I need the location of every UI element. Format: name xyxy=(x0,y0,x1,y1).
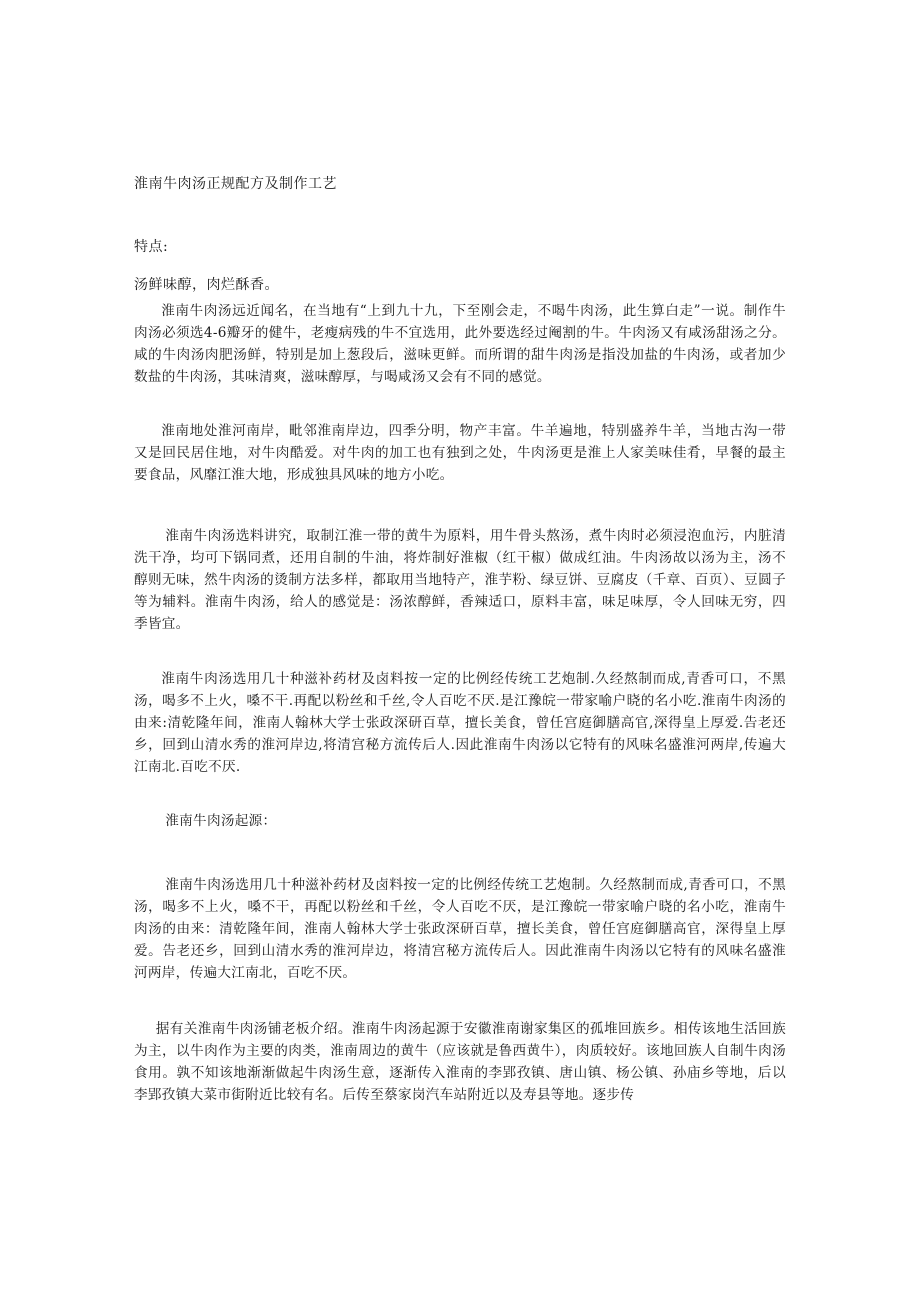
paragraph-ingredients: 淮南牛肉汤选料讲究，取制江淮一带的黄牛为原料，用牛骨头熬汤，煮牛肉时必须浸泡血污，内脏清洗干净，均可下锅同煮，还用自制的牛油，将炸制好淮椒（红干椒）做成红油。牛肉汤故以汤为主，汤不醇则无味，然牛肉汤的烫制方法多样，都取用当地特产，淮芋粉、绿豆饼、豆腐皮（千章、百页）、豆圆子等为辅料。淮南牛肉汤，给人的感觉是：汤浓醇鲜，香辣适口，原料丰富，味足味厚，令人回味无穷，四季皆宜。 xyxy=(134,528,786,632)
paragraph-origin-story: 据有关淮南牛肉汤铺老板介绍。淮南牛肉汤起源于安徽淮南谢家集区的孤堆回族乡。相传该地生活回族为主，以牛肉作为主要的肉类，淮南周边的黄牛（应该就是鲁西黄牛），肉质较好。该地回族人自制牛肉汤食用。孰不知该地渐渐做起牛肉汤生意，逐渐传入淮南的李郢孜镇、唐山镇、杨公镇、孙庙乡等地，后以李郢孜镇大菜市街附近比较有名。后传至蔡家岗汽车站附近以及寿县等地。逐步传 xyxy=(134,1021,786,1103)
section-heading-origin: 淮南牛肉汤起源： xyxy=(165,813,277,829)
paragraph-intro: 淮南牛肉汤远近闻名，在当地有“上到九十九，下至刚会走，不喝牛肉汤，此生算白走”一说。制作牛肉汤必须选4-6瓣牙的健牛，老瘦病残的牛不宜选用，此外要选经过阉割的牛。牛肉汤又有咸汤甜汤之分。咸的牛肉汤肉肥汤鲜，特别是加上葱段后，滋味更鲜。而所谓的甜牛肉汤是指没加盐的牛肉汤，或者加少数盐的牛肉汤，其味清爽，滋味醇厚，与喝咸汤又会有不同的感觉。 xyxy=(134,303,786,385)
features-tagline: 汤鲜味醇，肉烂酥香。 xyxy=(134,277,279,293)
paragraph-history: 淮南牛肉汤选用几十种滋补药材及卤料按一定的比例经传统工艺炮制.久经熬制而成,青香可口，不黑汤，喝多不上火，嗓不干.再配以粉丝和千丝,令人百吃不厌.是江豫皖一带家喻户晓的名小吃.淮南牛肉汤的由来:清乾隆年间，淮南人翰林大学士张政深研百草，擅长美食，曾任宫庭御膳高官,深得皇上厚爱.告老还乡，回到山清水秀的淮河岸边,将清宫秘方流传后人.因此淮南牛肉汤以它特有的风味名盛淮河两岸,传遍大江南北.百吃不厌. xyxy=(134,671,786,775)
paragraph-origin-detail: 淮南牛肉汤选用几十种滋补药材及卤料按一定的比例经传统工艺炮制。久经熬制而成,青香可口，不黑汤，喝多不上火，嗓不干，再配以粉丝和千丝，令人百吃不厌，是江豫皖一带家喻户晓的名小吃，淮南牛肉汤的由来：清乾隆年间，淮南人翰林大学士张政深研百草，擅长美食，曾任宫庭御膳高官，深得皇上厚爱。告老还乡，回到山清水秀的淮河岸边，将清宫秘方流传后人。因此淮南牛肉汤以它特有的风味名盛淮河两岸，传遍大江南北，百吃不厌。 xyxy=(134,877,786,981)
document-title: 淮南牛肉汤正规配方及制作工艺 xyxy=(134,176,337,192)
paragraph-region: 淮南地处淮河南岸，毗邻淮南岸边，四季分明，物产丰富。牛羊遍地，特别盛养牛羊，当地古沟一带又是回民居住地，对牛肉酷爱。对牛肉的加工也有独到之处，牛肉汤更是淮上人家美味佳肴，早餐的最主要食品，风靡江淮大地，形成独具风味的地方小吃。 xyxy=(134,423,786,483)
features-label: 特点: xyxy=(134,239,169,255)
